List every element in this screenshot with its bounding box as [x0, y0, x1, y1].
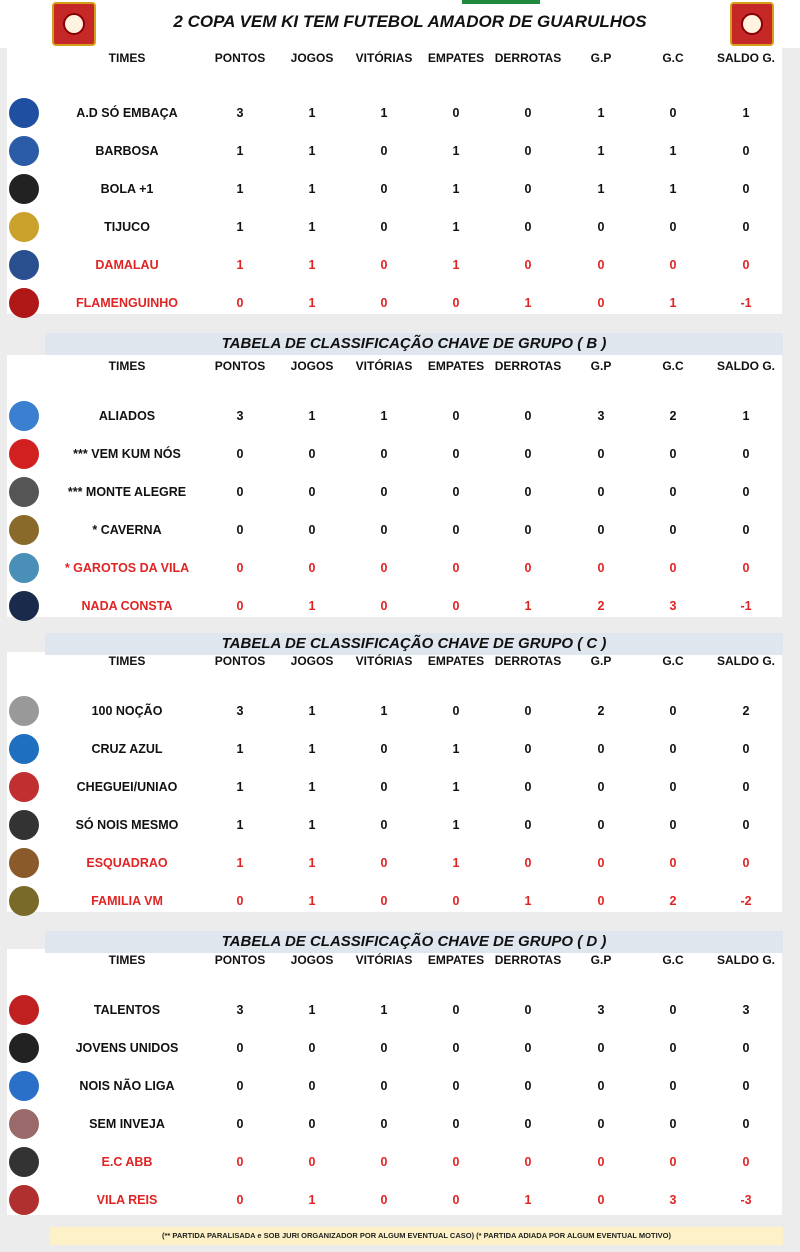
- column-header: PONTOS: [214, 359, 266, 373]
- stat-cell: 0: [597, 894, 605, 908]
- stat-cell: 2: [669, 409, 677, 423]
- column-header: EMPATES: [427, 51, 485, 65]
- group-title: TABELA DE CLASSIFICAÇÃO CHAVE DE GRUPO ( C ): [45, 633, 783, 655]
- column-header: TIMES: [108, 51, 146, 65]
- stat-cell: 1: [308, 894, 316, 908]
- team-name: BARBOSA: [95, 144, 159, 158]
- stat-cell: 3: [742, 1003, 750, 1017]
- stat-cell: 0: [236, 485, 244, 499]
- team-logo-icon: [9, 212, 39, 242]
- team-name: TIJUCO: [104, 220, 150, 234]
- stat-cell: 1: [380, 1003, 388, 1017]
- column-header: PONTOS: [214, 654, 266, 668]
- stat-cell: 0: [742, 856, 750, 870]
- stat-cell: 1: [308, 106, 316, 120]
- stat-cell: 0: [597, 1041, 605, 1055]
- column-header: JOGOS: [290, 51, 334, 65]
- team-name: CRUZ AZUL: [91, 742, 163, 756]
- stat-cell: 0: [524, 485, 532, 499]
- team-name: FAMILIA VM: [91, 894, 163, 908]
- stat-cell: 0: [524, 258, 532, 272]
- team-logo-icon: [9, 477, 39, 507]
- stat-cell: -1: [740, 296, 752, 310]
- stat-cell: 0: [597, 296, 605, 310]
- stat-cell: 0: [524, 1003, 532, 1017]
- team-name: NADA CONSTA: [81, 599, 173, 613]
- stat-cell: 0: [742, 1155, 750, 1169]
- stat-cell: 0: [742, 182, 750, 196]
- stat-cell: 0: [524, 780, 532, 794]
- stat-cell: 3: [597, 409, 605, 423]
- stat-cell: 0: [380, 1117, 388, 1131]
- group-title: TABELA DE CLASSIFICAÇÃO CHAVE DE GRUPO ( D ): [45, 931, 783, 953]
- column-header: EMPATES: [427, 654, 485, 668]
- stat-cell: 0: [452, 485, 460, 499]
- team-name: CHEGUEI/UNIAO: [76, 780, 178, 794]
- stat-cell: 0: [380, 561, 388, 575]
- stat-cell: 0: [380, 599, 388, 613]
- stat-cell: 0: [742, 818, 750, 832]
- column-header: JOGOS: [290, 953, 334, 967]
- stat-cell: 0: [597, 856, 605, 870]
- column-header: DERROTAS: [494, 51, 562, 65]
- stat-cell: 1: [452, 220, 460, 234]
- stat-cell: 1: [308, 1193, 316, 1207]
- stat-cell: 0: [236, 561, 244, 575]
- stat-cell: 2: [669, 894, 677, 908]
- team-name: BOLA +1: [100, 182, 154, 196]
- team-logo-icon: [9, 995, 39, 1025]
- team-logo-icon: [9, 439, 39, 469]
- stat-cell: 1: [524, 599, 532, 613]
- stat-cell: 0: [452, 523, 460, 537]
- stat-cell: 1: [597, 144, 605, 158]
- stat-cell: 0: [742, 144, 750, 158]
- stat-cell: 0: [597, 561, 605, 575]
- stat-cell: 0: [742, 1079, 750, 1093]
- stat-cell: 0: [742, 1117, 750, 1131]
- stat-cell: 0: [236, 1193, 244, 1207]
- stat-cell: 0: [452, 599, 460, 613]
- column-header: DERROTAS: [494, 654, 562, 668]
- stat-cell: 2: [597, 704, 605, 718]
- stat-cell: 0: [380, 1193, 388, 1207]
- stat-cell: 0: [380, 523, 388, 537]
- stat-cell: 1: [308, 742, 316, 756]
- column-header: DERROTAS: [494, 953, 562, 967]
- stat-cell: 0: [308, 1155, 316, 1169]
- stat-cell: 0: [597, 780, 605, 794]
- stat-cell: 0: [380, 485, 388, 499]
- stat-cell: 0: [380, 296, 388, 310]
- team-logo-icon: [9, 553, 39, 583]
- stat-cell: 0: [380, 818, 388, 832]
- league-logo-right-icon: [730, 2, 774, 46]
- stat-cell: 0: [452, 1079, 460, 1093]
- column-header: G.C: [662, 654, 684, 668]
- stat-cell: 1: [380, 704, 388, 718]
- stat-cell: 0: [452, 1003, 460, 1017]
- stat-cell: 0: [308, 485, 316, 499]
- stat-cell: 0: [380, 258, 388, 272]
- stat-cell: 0: [742, 447, 750, 461]
- column-header: JOGOS: [290, 359, 334, 373]
- stat-cell: 0: [669, 220, 677, 234]
- column-header: G.C: [662, 953, 684, 967]
- team-logo-icon: [9, 174, 39, 204]
- stat-cell: 1: [308, 296, 316, 310]
- team-logo-icon: [9, 136, 39, 166]
- stat-cell: 0: [669, 1003, 677, 1017]
- stat-cell: 3: [236, 704, 244, 718]
- stat-cell: -3: [740, 1193, 752, 1207]
- stat-cell: 0: [669, 1155, 677, 1169]
- team-name: TALENTOS: [93, 1003, 161, 1017]
- stat-cell: 1: [308, 780, 316, 794]
- stat-cell: 0: [742, 780, 750, 794]
- column-header: G.C: [662, 359, 684, 373]
- stat-cell: 0: [669, 447, 677, 461]
- stat-cell: 1: [236, 780, 244, 794]
- stat-cell: 0: [524, 106, 532, 120]
- stat-cell: 0: [308, 1079, 316, 1093]
- stat-cell: 0: [524, 523, 532, 537]
- team-logo-icon: [9, 591, 39, 621]
- team-name: NOIS NÃO LIGA: [79, 1079, 175, 1093]
- stat-cell: 0: [669, 485, 677, 499]
- stat-cell: 0: [597, 258, 605, 272]
- stat-cell: 0: [669, 856, 677, 870]
- stat-cell: 0: [308, 1041, 316, 1055]
- stat-cell: 1: [308, 818, 316, 832]
- stat-cell: 3: [669, 1193, 677, 1207]
- stat-cell: -2: [740, 894, 752, 908]
- stat-cell: 0: [597, 523, 605, 537]
- stat-cell: 1: [236, 258, 244, 272]
- group-title: TABELA DE CLASSIFICAÇÃO CHAVE DE GRUPO ( B ): [45, 333, 783, 355]
- stat-cell: 1: [669, 182, 677, 196]
- column-header: VITÓRIAS: [355, 51, 413, 65]
- stat-cell: 0: [597, 1079, 605, 1093]
- stat-cell: 0: [597, 485, 605, 499]
- league-logo-left-icon: [52, 2, 96, 46]
- stat-cell: 0: [597, 742, 605, 756]
- stat-cell: 0: [236, 447, 244, 461]
- stat-cell: 0: [524, 1155, 532, 1169]
- stat-cell: 0: [669, 1117, 677, 1131]
- stat-cell: 1: [669, 296, 677, 310]
- stat-cell: 1: [308, 704, 316, 718]
- team-logo-icon: [9, 288, 39, 318]
- stat-cell: 0: [742, 523, 750, 537]
- stat-cell: 2: [742, 704, 750, 718]
- team-logo-icon: [9, 98, 39, 128]
- column-header: G.P: [590, 359, 612, 373]
- stat-cell: 0: [452, 894, 460, 908]
- stat-cell: 1: [308, 182, 316, 196]
- team-logo-icon: [9, 1071, 39, 1101]
- stat-cell: 0: [380, 894, 388, 908]
- stat-cell: 0: [380, 1079, 388, 1093]
- footer-note: (** PARTIDA PARALISADA e SOB JURI ORGANIZADOR POR ALGUM EVENTUAL CASO) (* PARTIDA ADIADA POR ALGUM EVENTUAL MOTIVO): [50, 1227, 783, 1245]
- stat-cell: 0: [380, 856, 388, 870]
- stat-cell: 0: [742, 220, 750, 234]
- team-name: SÓ NOIS MESMO: [75, 818, 179, 832]
- stat-cell: 3: [669, 599, 677, 613]
- stat-cell: 0: [669, 742, 677, 756]
- stat-cell: 3: [597, 1003, 605, 1017]
- stat-cell: 0: [380, 144, 388, 158]
- stat-cell: 1: [236, 182, 244, 196]
- stat-cell: 0: [452, 1117, 460, 1131]
- stat-cell: 0: [669, 704, 677, 718]
- stat-cell: 0: [452, 409, 460, 423]
- stat-cell: 0: [308, 523, 316, 537]
- team-logo-icon: [9, 515, 39, 545]
- team-logo-icon: [9, 810, 39, 840]
- team-name: *** VEM KUM NÓS: [73, 447, 181, 461]
- stat-cell: 0: [236, 1155, 244, 1169]
- team-logo-icon: [9, 1033, 39, 1063]
- team-name: SEM INVEJA: [89, 1117, 165, 1131]
- stat-cell: 0: [524, 144, 532, 158]
- stat-cell: 1: [308, 258, 316, 272]
- stat-cell: 1: [452, 856, 460, 870]
- team-logo-icon: [9, 772, 39, 802]
- stat-cell: 1: [308, 599, 316, 613]
- stat-cell: 0: [452, 1193, 460, 1207]
- stat-cell: 0: [380, 220, 388, 234]
- stat-cell: 0: [669, 1041, 677, 1055]
- stat-cell: 1: [452, 742, 460, 756]
- column-header: VITÓRIAS: [355, 359, 413, 373]
- stat-cell: 0: [524, 704, 532, 718]
- stat-cell: 0: [742, 258, 750, 272]
- stat-cell: 0: [236, 1117, 244, 1131]
- stat-cell: 1: [524, 1193, 532, 1207]
- stat-cell: 0: [524, 1117, 532, 1131]
- team-name: * CAVERNA: [92, 523, 162, 537]
- stat-cell: 0: [524, 561, 532, 575]
- team-name: ALIADOS: [98, 409, 156, 423]
- team-logo-icon: [9, 1109, 39, 1139]
- stat-cell: 0: [524, 409, 532, 423]
- stat-cell: 0: [236, 1079, 244, 1093]
- stat-cell: 0: [452, 561, 460, 575]
- column-header: SALDO G.: [716, 654, 775, 668]
- team-name: ESQUADRAO: [86, 856, 168, 870]
- stat-cell: 1: [742, 409, 750, 423]
- stat-cell: 0: [308, 447, 316, 461]
- stat-cell: 2: [597, 599, 605, 613]
- column-header: TIMES: [108, 953, 146, 967]
- team-name: A.D SÓ EMBAÇA: [76, 106, 178, 120]
- stat-cell: 0: [597, 1155, 605, 1169]
- stat-cell: -1: [740, 599, 752, 613]
- team-logo-icon: [9, 1185, 39, 1215]
- stat-cell: 0: [236, 599, 244, 613]
- stat-cell: 3: [236, 106, 244, 120]
- stat-cell: 0: [524, 818, 532, 832]
- column-header: SALDO G.: [716, 953, 775, 967]
- stat-cell: 0: [742, 561, 750, 575]
- team-name: VILA REIS: [96, 1193, 158, 1207]
- stat-cell: 1: [452, 182, 460, 196]
- stat-cell: 0: [380, 742, 388, 756]
- page-title: 2 COPA VEM KI TEM FUTEBOL AMADOR DE GUARULHOS: [173, 12, 647, 31]
- stat-cell: 1: [308, 220, 316, 234]
- team-name: FLAMENGUINHO: [75, 296, 179, 310]
- stat-cell: 0: [380, 1155, 388, 1169]
- stat-cell: 0: [524, 447, 532, 461]
- stat-cell: 0: [524, 1079, 532, 1093]
- stat-cell: 0: [669, 258, 677, 272]
- team-name: 100 NOÇÃO: [91, 704, 163, 718]
- stat-cell: 0: [236, 523, 244, 537]
- stat-cell: 0: [452, 704, 460, 718]
- stat-cell: 1: [380, 409, 388, 423]
- stat-cell: 1: [236, 742, 244, 756]
- stat-cell: 1: [524, 296, 532, 310]
- team-logo-icon: [9, 848, 39, 878]
- stat-cell: 1: [236, 144, 244, 158]
- stat-cell: 1: [380, 106, 388, 120]
- stat-cell: 0: [597, 447, 605, 461]
- stat-cell: 0: [236, 1041, 244, 1055]
- team-name: *** MONTE ALEGRE: [67, 485, 187, 499]
- stat-cell: 0: [669, 818, 677, 832]
- stat-cell: 0: [308, 1117, 316, 1131]
- column-header: EMPATES: [427, 359, 485, 373]
- stat-cell: 0: [597, 220, 605, 234]
- column-header: PONTOS: [214, 51, 266, 65]
- column-header: G.P: [590, 51, 612, 65]
- stat-cell: 1: [597, 106, 605, 120]
- stat-cell: 1: [742, 106, 750, 120]
- stat-cell: 0: [236, 296, 244, 310]
- stat-cell: 0: [524, 182, 532, 196]
- stat-cell: 1: [308, 1003, 316, 1017]
- stat-cell: 1: [452, 144, 460, 158]
- green-marker: [462, 0, 540, 4]
- column-header: G.C: [662, 51, 684, 65]
- column-header: G.P: [590, 953, 612, 967]
- stat-cell: 0: [380, 182, 388, 196]
- stat-cell: 0: [669, 1079, 677, 1093]
- stat-cell: 0: [452, 447, 460, 461]
- team-name: E.C ABB: [101, 1155, 153, 1169]
- stat-cell: 1: [236, 856, 244, 870]
- column-header: SALDO G.: [716, 359, 775, 373]
- stat-cell: 1: [452, 780, 460, 794]
- stat-cell: 0: [380, 780, 388, 794]
- column-header: JOGOS: [290, 654, 334, 668]
- column-header: TIMES: [108, 654, 146, 668]
- team-name: JOVENS UNIDOS: [75, 1041, 179, 1055]
- stat-cell: 1: [669, 144, 677, 158]
- stat-cell: 1: [524, 894, 532, 908]
- stat-cell: 0: [669, 523, 677, 537]
- team-logo-icon: [9, 886, 39, 916]
- stat-cell: 0: [524, 742, 532, 756]
- column-header: PONTOS: [214, 953, 266, 967]
- stat-cell: 0: [236, 894, 244, 908]
- stat-cell: 0: [742, 742, 750, 756]
- stat-cell: 0: [380, 447, 388, 461]
- stat-cell: 1: [597, 182, 605, 196]
- stat-cell: 0: [452, 1155, 460, 1169]
- stat-cell: 1: [236, 818, 244, 832]
- stat-cell: 1: [452, 818, 460, 832]
- stat-cell: 0: [742, 1041, 750, 1055]
- stat-cell: 0: [597, 818, 605, 832]
- stat-cell: 1: [236, 220, 244, 234]
- stat-cell: 0: [597, 1193, 605, 1207]
- team-name: * GAROTOS DA VILA: [64, 561, 190, 575]
- stat-cell: 0: [524, 1041, 532, 1055]
- stat-cell: 0: [452, 106, 460, 120]
- stat-cell: 0: [452, 1041, 460, 1055]
- stat-cell: 1: [452, 258, 460, 272]
- stat-cell: 0: [669, 780, 677, 794]
- column-header: G.P: [590, 654, 612, 668]
- stat-cell: 1: [308, 409, 316, 423]
- stat-cell: 3: [236, 1003, 244, 1017]
- stat-cell: 0: [524, 220, 532, 234]
- stat-cell: 1: [308, 144, 316, 158]
- column-header: VITÓRIAS: [355, 953, 413, 967]
- team-logo-icon: [9, 250, 39, 280]
- column-header: TIMES: [108, 359, 146, 373]
- team-logo-icon: [9, 696, 39, 726]
- stat-cell: 1: [308, 856, 316, 870]
- team-logo-icon: [9, 734, 39, 764]
- stat-cell: 0: [524, 856, 532, 870]
- stat-cell: 3: [236, 409, 244, 423]
- group-panel: [7, 48, 782, 314]
- column-header: EMPATES: [427, 953, 485, 967]
- stat-cell: 0: [669, 561, 677, 575]
- team-logo-icon: [9, 1147, 39, 1177]
- column-header: VITÓRIAS: [355, 654, 413, 668]
- stat-cell: 0: [380, 1041, 388, 1055]
- stat-cell: 0: [308, 561, 316, 575]
- column-header: SALDO G.: [716, 51, 775, 65]
- column-header: DERROTAS: [494, 359, 562, 373]
- stat-cell: 0: [669, 106, 677, 120]
- stat-cell: 0: [452, 296, 460, 310]
- stat-cell: 0: [597, 1117, 605, 1131]
- stat-cell: 0: [742, 485, 750, 499]
- team-name: DAMALAU: [95, 258, 159, 272]
- team-logo-icon: [9, 401, 39, 431]
